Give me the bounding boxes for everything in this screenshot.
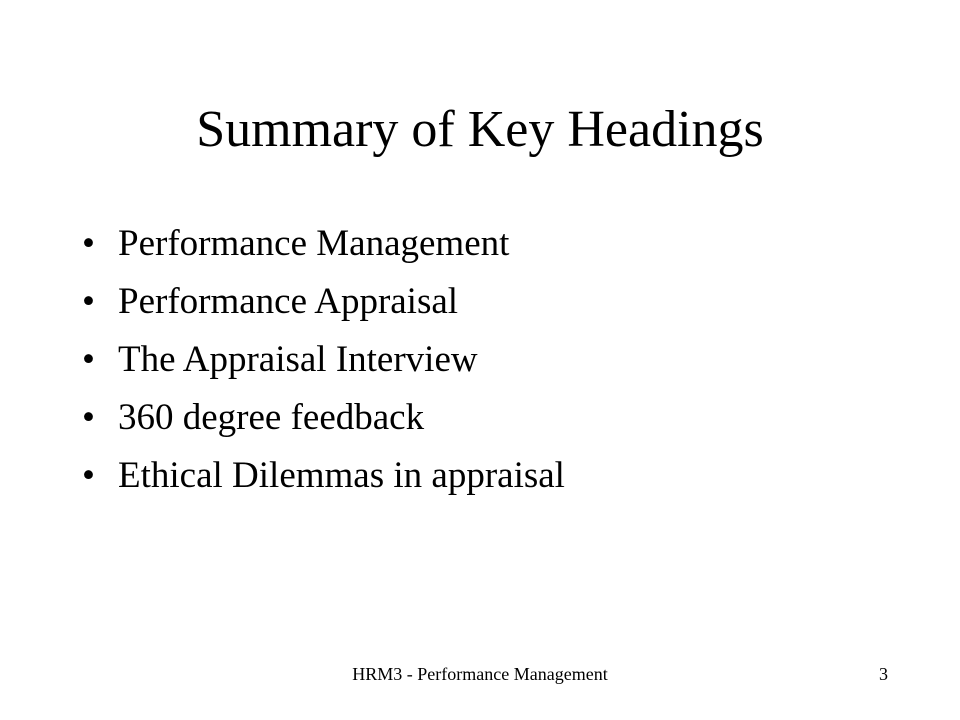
- bullet-item: [82, 215, 922, 273]
- slide-title: Summary of Key Headings: [196, 101, 764, 158]
- bullet-text: 360 degree feedback: [118, 397, 425, 438]
- page-number: 3: [879, 664, 888, 684]
- bullet-text: The Appraisal Interview: [118, 339, 478, 380]
- bullet-point-icon: •: [82, 223, 95, 264]
- bullet-point-icon: •: [82, 397, 95, 438]
- bullet-point-icon: •: [82, 455, 95, 496]
- bullet-text: Performance Appraisal: [118, 281, 459, 322]
- bullet-item: [82, 331, 922, 389]
- bullet-item: [82, 447, 922, 505]
- bullet-item: [82, 273, 922, 331]
- bullet-point-icon: •: [82, 281, 95, 322]
- bullet-list: [82, 215, 922, 505]
- bullet-text: Ethical Dilemmas in appraisal: [118, 455, 565, 496]
- bullet-point-icon: •: [82, 339, 95, 380]
- bullet-text: Performance Management: [118, 223, 510, 264]
- bullet-item: [82, 389, 922, 447]
- slide-footer: HRM3 - Performance Management: [352, 664, 608, 684]
